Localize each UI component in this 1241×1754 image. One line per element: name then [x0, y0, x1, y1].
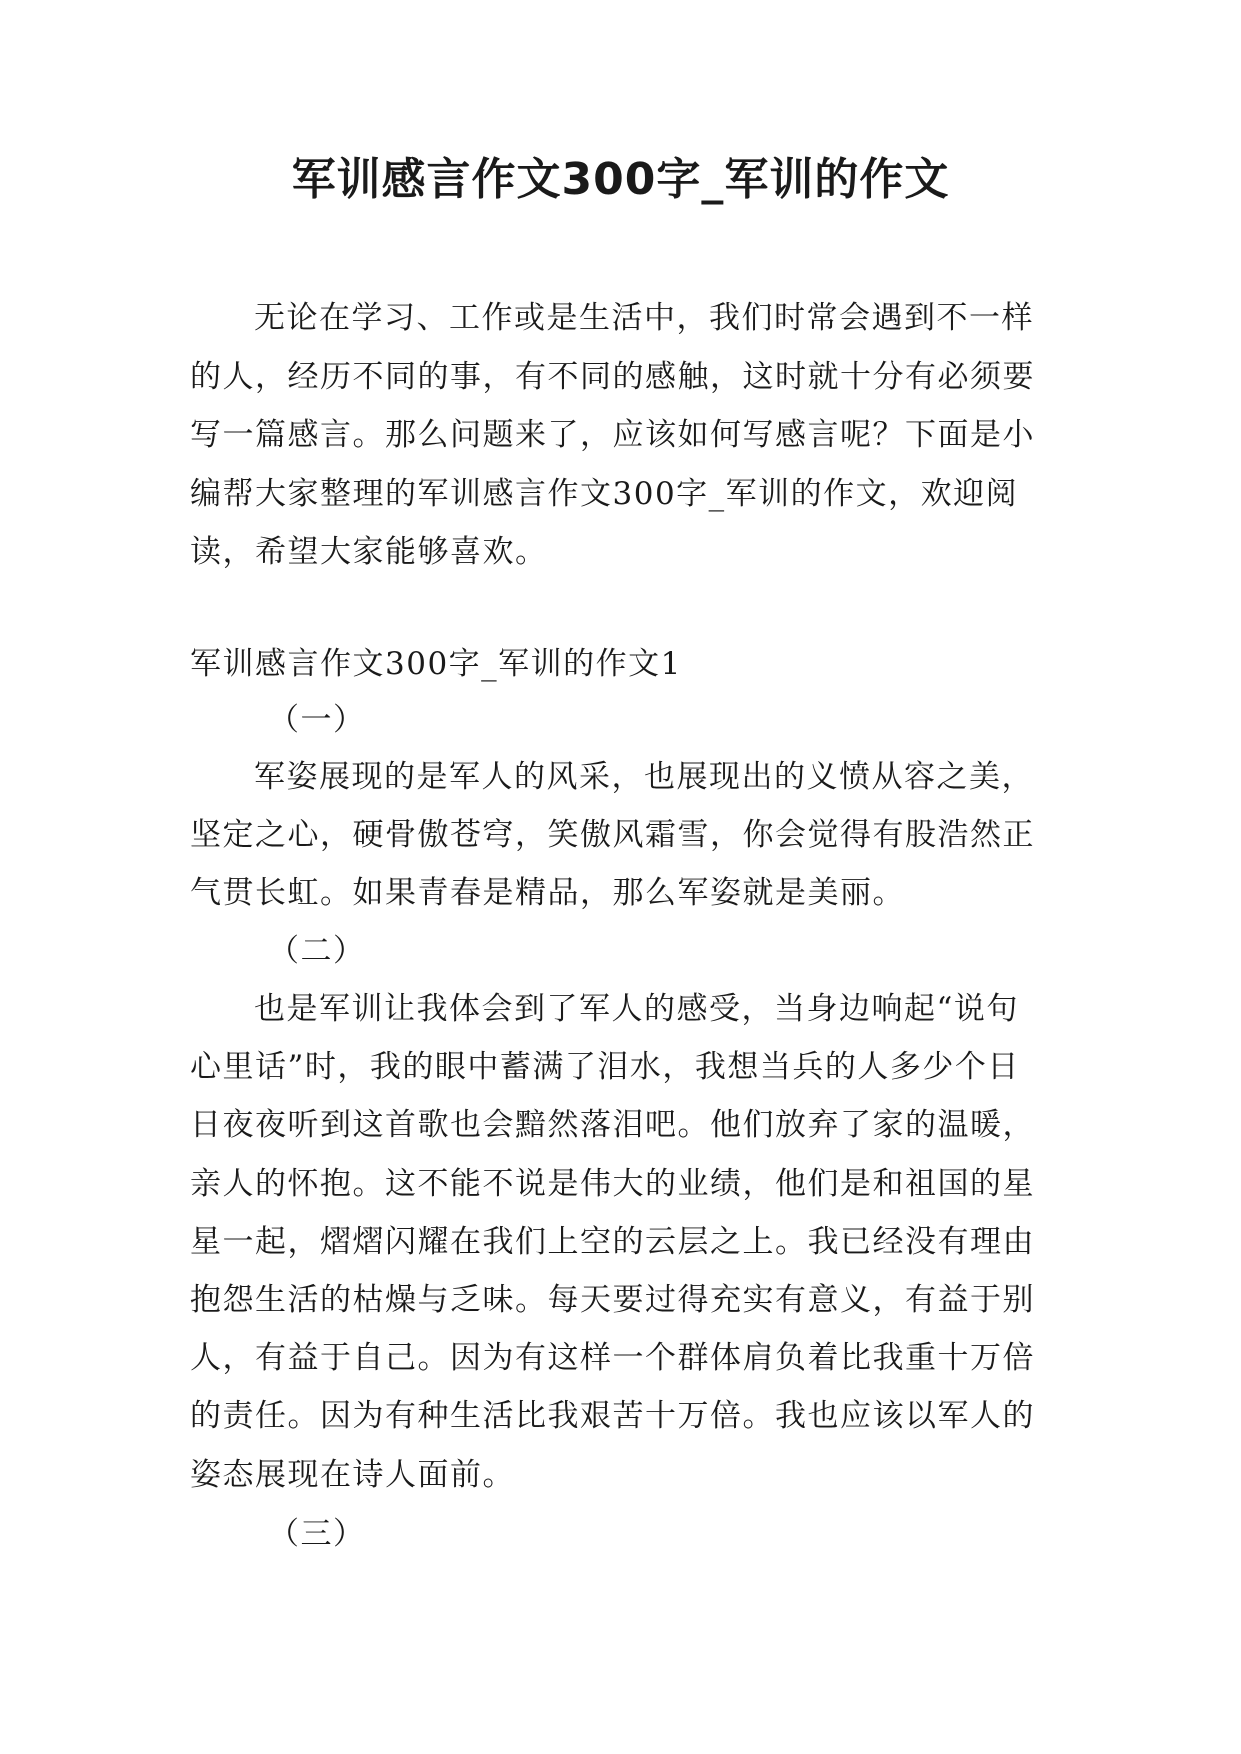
paragraph-line: 姿态展现在诗人面前。: [190, 1457, 515, 1493]
intro-line: 编帮大家整理的军训感言作文300字_军训的作文，欢迎阅: [190, 476, 1019, 512]
intro-line: 读，希望大家能够喜欢。: [190, 534, 548, 570]
intro-line: 写一篇感言。那么问题来了，应该如何写感言呢？下面是小: [190, 417, 1035, 453]
paragraph-line: 军姿展现的是军人的风采，也展现出的义愤从容之美，: [254, 759, 1034, 795]
paragraph-line: 亲人的怀抱。这不能不说是伟大的业绩，他们是和祖国的星: [190, 1166, 1035, 1202]
paragraph-line: 坚定之心，硬骨傲苍穹，笑傲风霜雪，你会觉得有股浩然正: [190, 817, 1035, 853]
paragraph-line: 心里话”时，我的眼中蓄满了泪水，我想当兵的人多少个日: [190, 1049, 1020, 1085]
paragraph-line: 星一起，熠熠闪耀在我们上空的云层之上。我已经没有理由: [190, 1224, 1035, 1260]
paragraph-line: 也是军训让我体会到了军人的感受，当身边响起“说句: [254, 991, 1019, 1027]
part-label: （二）: [268, 933, 366, 969]
paragraph-line: 的责任。因为有种生活比我艰苦十万倍。我也应该以军人的: [190, 1398, 1035, 1434]
section-heading: 军训感言作文300字_军训的作文1: [190, 646, 682, 682]
intro-line: 无论在学习、工作或是生活中，我们时常会遇到不一样: [254, 300, 1034, 336]
paragraph-line: 气贯长虹。如果青春是精品，那么军姿就是美丽。: [190, 875, 905, 911]
intro-line: 的人，经历不同的事，有不同的感触，这时就十分有必须要: [190, 359, 1035, 395]
part-label: （三）: [268, 1516, 366, 1552]
paragraph-line: 人，有益于自己。因为有这样一个群体肩负着比我重十万倍: [190, 1340, 1035, 1376]
document-title: 军训感言作文300字_军训的作文: [291, 154, 950, 205]
part-label: （一）: [268, 702, 366, 738]
paragraph-line: 抱怨生活的枯燥与乏味。每天要过得充实有意义，有益于别: [190, 1282, 1035, 1318]
paragraph-line: 日夜夜听到这首歌也会黯然落泪吧。他们放弃了家的温暖，: [190, 1107, 1035, 1143]
